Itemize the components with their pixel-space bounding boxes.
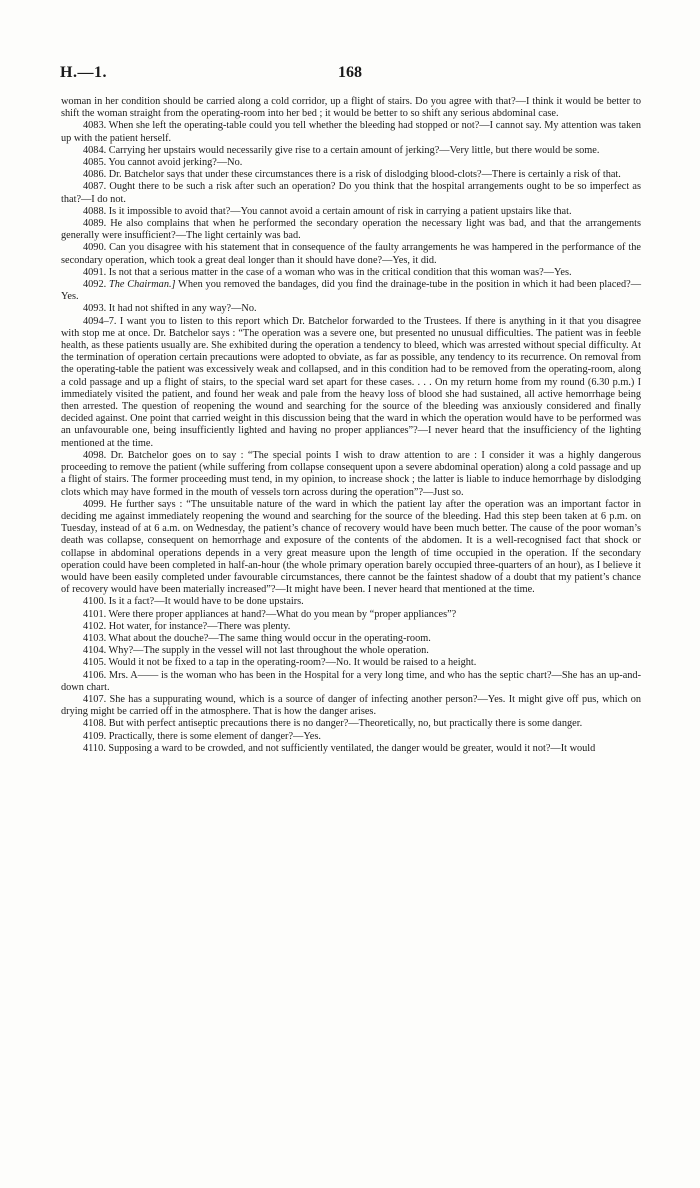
speaker-label: The Chairman.] xyxy=(108,279,176,291)
paragraph: 4088. Is it impossible to avoid that?—You cannot avoid a certain amount of risk in carrying a patient upstairs like that. xyxy=(83,205,572,217)
page-number: 168 xyxy=(338,64,362,81)
paragraph: 4085. You cannot avoid jerking?—No. xyxy=(83,157,243,169)
testimony-text xyxy=(61,96,641,755)
paragraph: 4087. Ought there to be such a risk after such an operation? Do you think that the hospital arrangements ought to be so imperfect as that?—I do not. xyxy=(61,181,641,205)
paragraph: 4098. Dr. Batchelor goes on to say : “The special points I wish to draw attention to are : I consider it was a highly dangerous proceeding to remove the patient (while suffering from collapse consequent upon a severe abdominal operation) along a cold passage and up a flight of stairs. The former proceeding must tend, in my opinion, to increase shock ; the latter is liable to induce hemorrhage by dislodging clots which may have formed in the mouth of vessels torn across during the operation”?—Just so. xyxy=(61,449,641,498)
paragraph: 4084. Carrying her upstairs would necessarily give rise to a certain amount of jerking?—Very little, but there would be some. xyxy=(83,144,600,156)
paragraph: 4090. Can you disagree with his statement that in consequence of the faulty arrangements he was hampered in the performance of the secondary operation, which took a great deal longer than it should have done?—Yes, it did. xyxy=(61,242,641,266)
paragraph: woman in her condition should be carried along a cold corridor, up a flight of stairs. Do you agree with that?—I think it would be better to shift the woman straight from the operating-room into her bed ; it would be better to so shift any serious abdominal case. xyxy=(61,96,641,120)
paragraph: 4094–7. I want you to listen to this report which Dr. Batchelor forwarded to the Trustees. If there is anything in it that you disagree with stop me at once. Dr. Batchelor says : “The operation was a severe one, but presented no unusual difficulties. The patient was in feeble health, as these patients usually are. She exhibited during the operation a tendency to bleed, which was arrested without special difficulty. At the termination of operation certain precautions were adopted to obviate, as far as possible, any tendency to its recurrence. On removal from the operating-table the patient was excessively weak and collapsed, and in this condition had to be removed from the operating-room, along a cold passage and up a flight of stairs, to the special ward set apart for these cases. . . . On my return home from my round (6.30 p.m.) I immediately visited the patient, and found her weak and pale from the heavy loss of blood she had sustained, all active hemorrhage being then arrested. The question of reopening the wound and searching for the source of the bleeding was anxiously considered and finally decided against. One point that carried weight in this discussion being that the ward in which the operation would have to be performed was an unfavourable one, being insufficiently lighted and having no proper appliances”?—I never heard that the insufficiency of the lighting mentioned at the time. xyxy=(61,315,641,449)
paragraph: 4107. She has a suppurating wound, which is a source of danger of infecting another person?—Yes. It might give off pus, which on drying might be carried off in the atmosphere. That is how the danger arises. xyxy=(61,693,641,718)
paragraph: 4108. But with perfect antiseptic precautions there is no danger?—Theoretically, no, but practically there is some danger. xyxy=(83,718,583,730)
paragraph: 4086. Dr. Batchelor says that under these circumstances there is a risk of dislodging blood-clots?—There is certainly a risk of that. xyxy=(83,169,621,181)
paragraph: 4093. It had not shifted in any way?—No. xyxy=(83,303,257,315)
paragraph: 4105. Would it not be fixed to a tap in the operating-room?—No. It would be raised to a height. xyxy=(83,657,477,669)
document-id: H.—1. xyxy=(60,64,107,81)
paragraph: 4110. Supposing a ward to be crowded, and not sufficiently ventilated, the danger would be greater, would it not?—It would xyxy=(83,742,596,754)
paragraph: 4102. Hot water, for instance?—There was plenty. xyxy=(83,620,291,632)
paragraph: 4091. Is not that a serious matter in the case of a woman who was in the critical condition that this woman was?—Yes. xyxy=(83,266,572,278)
question-text: When you removed the bandages, did you find the drainage-tube in the position in which it had been placed?—Yes. xyxy=(61,279,641,303)
paragraph: 4101. Were there proper appliances at hand?—What do you mean by “proper appliances”? xyxy=(83,608,457,620)
paragraph: 4089. He also complains that when he performed the secondary operation the necessary light was bad, and that the arrangements generally were insufficient?—The light certainly was bad. xyxy=(61,218,641,242)
paragraph: 4100. Is it a fact?—It would have to be done upstairs. xyxy=(83,596,304,608)
paragraph: 4099. He further says : “The unsuitable nature of the ward in which the patient lay after the operation was an important factor in deciding me against immediately reopening the wound and searching for the source of the bleeding. Had this step been taken at 6 p.m. on Tuesday, instead of at 6 a.m. on Wednesday, the patient’s chance of recovery would have been much better. The cause of the poor woman’s death was collapse, consequent on hemorrhage and exposure of the contents of the abdomen. It is a well-recognised fact that shock or collapse in abdominal operations depends in a very great measure upon the length of time occupied in the operation. If the secondary operation could have been completed in half-an-hour (the whole primary operation barely occupied three-quarters of an hour), as I believe it would have been easily completed under favourable circumstances, there cannot be the faintest shadow of a doubt that my patient’s chance of recovery would have been materially increased”?—It might have been. I never heard that mentioned at the time. xyxy=(61,498,641,596)
paragraph: 4104. Why?—The supply in the vessel will not last throughout the whole operation. xyxy=(83,645,429,657)
paragraph: 4106. Mrs. A—— is the woman who has been in the Hospital for a very long time, and who has the septic chart?—She has an up-and-down chart. xyxy=(61,669,641,693)
paragraph: 4103. What about the douche?—The same thing would occur in the operating-room. xyxy=(83,632,431,644)
paragraph-4092 xyxy=(61,279,641,303)
page-header xyxy=(60,64,640,86)
question-number: 4092. xyxy=(83,279,107,291)
paragraph: 4083. When she left the operating-table could you tell whether the bleeding had stopped or not?—I cannot say. My attention was taken up with the patient herself. xyxy=(61,120,641,144)
paragraph: 4109. Practically, there is some element of danger?—Yes. xyxy=(83,730,321,742)
